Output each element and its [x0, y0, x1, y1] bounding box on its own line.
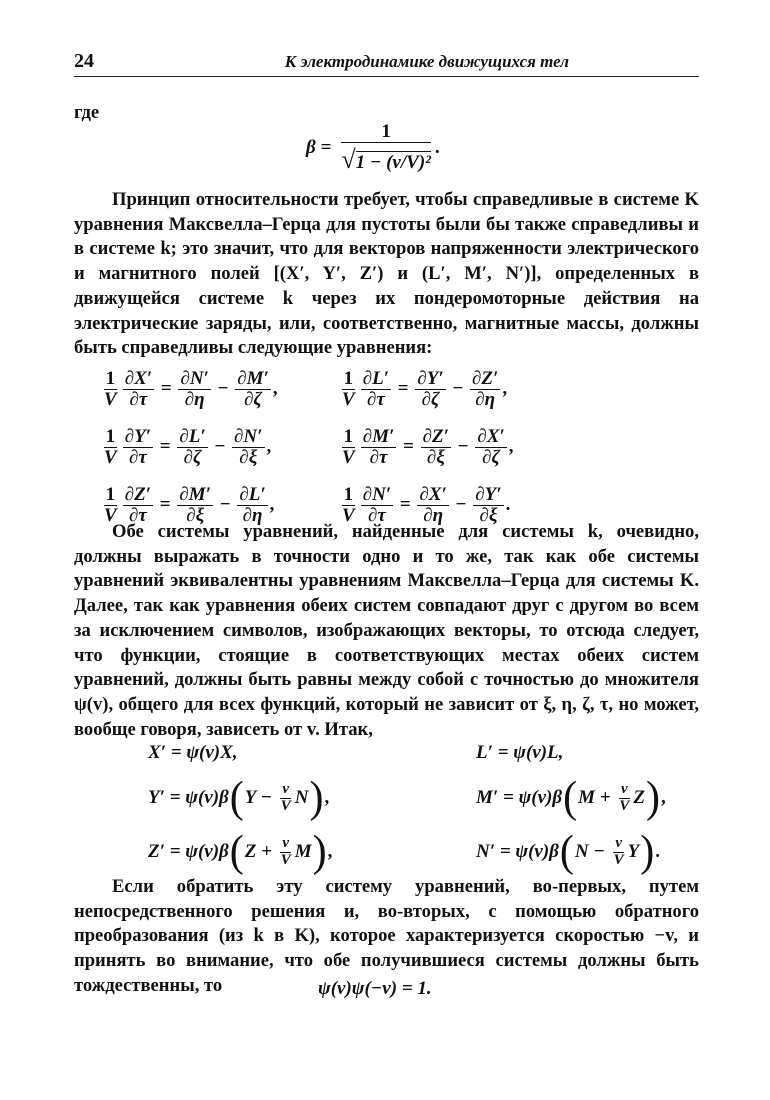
eq-1-left: $\frac{1}{V}$ $\frac{\partial X'}{\partial\tau}$ = $\frac{\partial N'}{\partial\eta}$ − $\frac{\partial M'}{\partial\zeta}$ ,	[104, 367, 278, 410]
page	[74, 48, 699, 359]
eq-3-right: $\frac{1}{V}$ $\frac{\partial N'}{\partial\tau}$ = $\frac{\partial X'}{\partial\eta}$ − $\frac{\partial Y'}{\partial\xi}$ .	[342, 483, 511, 526]
running-title: К электродинамике движущихся тел	[284, 52, 569, 71]
eq-2-right: $\frac{1}{V}$ $\frac{\partial M'}{\partial\tau}$ = $\frac{\partial Z'}{\partial\xi}$ − $\frac{\partial X'}{\partial\zeta}$ ,	[342, 425, 514, 468]
beta-denominator	[339, 143, 433, 173]
paragraph-2: Обе системы уравнений, найденные для системы k, очевидно, должны выражать в точности одно и то же, так как обе системы уравнений эквивалентны уравнениям Максвелла–Герца для системы K. Далее, так как уравнения обеих систем совпадают друг с другом во всем за исключением символов, изображающих векторы, то отсюда следует, что функции, стоящие в соответствующих местах обеих систем уравнений, должны быть равны между собой с точностью до множителя ψ(v), общего для всех функций, который не зависит от ξ, η, ζ, τ, но может, вообще говоря, зависеть от v. Итак,	[74, 521, 699, 740]
paragraph-1: Принцип относительности требует, чтобы справедливые в системе K уравнения Максвелла–Герца для пустоты были бы также справедливы и в системе k; это значит, что для векторов напряженности электрического и магнитного полей [(X′, Y′, Z′) и (L′, M′, N′)], определенных в движущейся системе k через их пондеромоторные действия на электрические заряды, или, соответственно, магнитные массы, должны быть справедливы следующие уравнения:	[74, 189, 699, 359]
maxwell-equations	[100, 360, 514, 534]
psi-row-3	[74, 825, 666, 879]
beta-numerator: 1	[341, 122, 431, 143]
running-header	[74, 48, 699, 77]
psi-1-right: L′ = ψ(v)L,	[476, 742, 564, 763]
eq-row-1	[100, 360, 514, 418]
eq-1-right: $\frac{1}{V}$ $\frac{\partial L'}{\partial\tau}$ = $\frac{\partial Y'}{\partial\zeta}$ − $\frac{\partial Z'}{\partial\eta}$ ,	[342, 367, 508, 410]
psi-2-right: M′ = ψ(v)β ( M + $\frac{v}{V}$ Z ) ,	[476, 773, 666, 823]
psi-row-1	[74, 735, 666, 771]
final-equation: ψ(v)ψ(−v) = 1.	[318, 978, 432, 999]
beta-end: .	[434, 136, 440, 158]
sqrt-radicand: 1 − (v/V)²	[355, 151, 431, 173]
psi-3-left: Z′ = ψ(v)β ( Z + $\frac{v}{V}$ M ) ,	[148, 827, 333, 877]
where-word: где	[74, 102, 100, 123]
eq-3-left: $\frac{1}{V}$ $\frac{\partial Z'}{\partial\tau}$ = $\frac{\partial M'}{\partial\xi}$ − $\frac{\partial L'}{\partial\eta}$ ,	[104, 483, 275, 526]
psi-2-left: Y′ = ψ(v)β ( Y − $\frac{v}{V}$ N ) ,	[148, 773, 330, 823]
psi-row-2	[74, 771, 666, 825]
sqrt-sign: √	[341, 144, 356, 174]
paragraph-3: Если обратить эту систему уравнений, во-первых, путем непосредственного решения и, во-вторых, с помощью обратного преобразования (из k в K), которое характеризуется скоростью −v, и принять во внимание, что обе получившиеся системы должны быть тождественны, то	[74, 876, 699, 996]
psi-equations	[74, 735, 666, 879]
eq-2-left: $\frac{1}{V}$ $\frac{\partial Y'}{\partial\tau}$ = $\frac{\partial L'}{\partial\zeta}$ − $\frac{\partial N'}{\partial\xi}$ ,	[104, 425, 272, 468]
psi-1-left: X′ = ψ(v)X,	[148, 742, 238, 763]
page-number: 24	[74, 50, 94, 72]
beta-lhs: β =	[306, 136, 332, 158]
beta-fraction	[339, 122, 433, 173]
beta-formula	[306, 122, 440, 173]
psi-3-right: N′ = ψ(v)β ( N − $\frac{v}{V}$ Y ) .	[476, 827, 661, 877]
eq-row-2	[100, 418, 514, 476]
